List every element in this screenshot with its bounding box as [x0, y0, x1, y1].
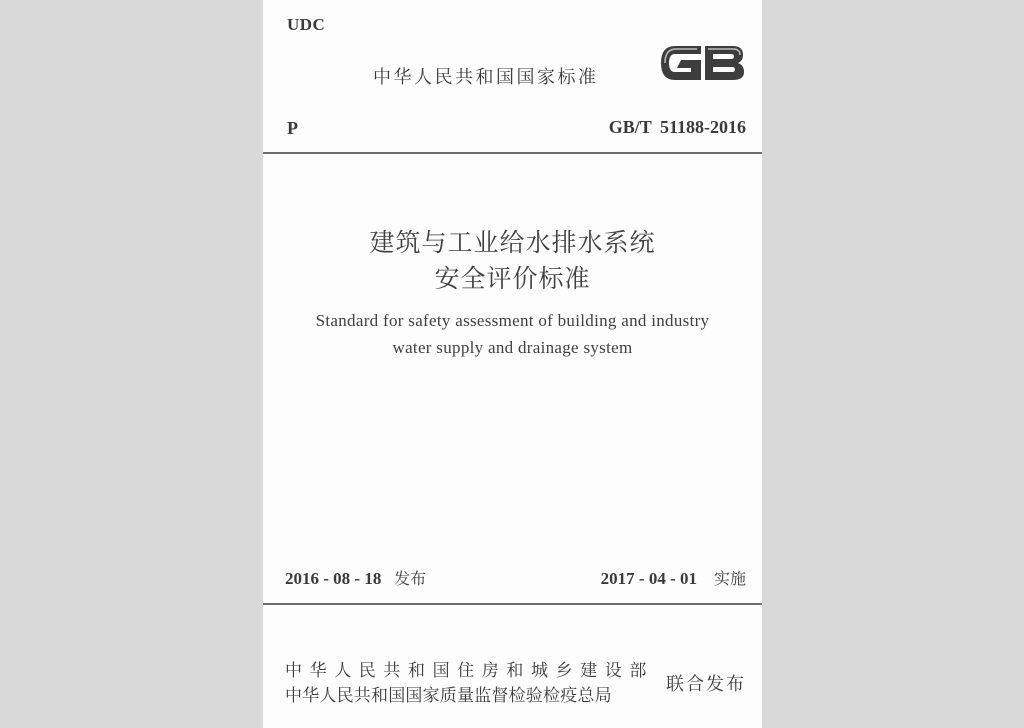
issue-date: 2016 - 08 - 18	[285, 569, 382, 588]
top-divider	[263, 152, 762, 154]
implementation-date-row	[601, 566, 746, 589]
bottom-divider	[263, 603, 762, 605]
title-zh-line-1: 建筑与工业给水排水系统	[369, 228, 656, 257]
title-en-line-1: Standard for safety assessment of building and industry	[315, 311, 710, 330]
title-en-line-2: water supply and drainage system	[392, 338, 633, 357]
category-label: P	[287, 118, 298, 138]
implementation-date: 2017 - 04 - 01	[600, 569, 697, 588]
implementation-label: 实施	[713, 569, 746, 588]
issue-label: 发布	[394, 569, 427, 588]
publisher-1: 中华人民共和国住房和城乡建设部	[285, 661, 654, 681]
udc-label: UDC	[287, 15, 326, 34]
joint-publish-label: 联合发布	[666, 674, 746, 695]
gb-logo-icon	[657, 40, 747, 86]
standard-cover-page	[263, 0, 762, 728]
national-standard-label: 中华人民共和国国家标准	[373, 67, 599, 88]
issue-date-row	[285, 566, 426, 589]
standard-code: GB/T 51188-2016	[608, 117, 746, 137]
title-zh-line-2: 安全评价标准	[434, 264, 591, 293]
publisher-2: 中华人民共和国国家质量监督检验检疫总局	[285, 686, 612, 706]
